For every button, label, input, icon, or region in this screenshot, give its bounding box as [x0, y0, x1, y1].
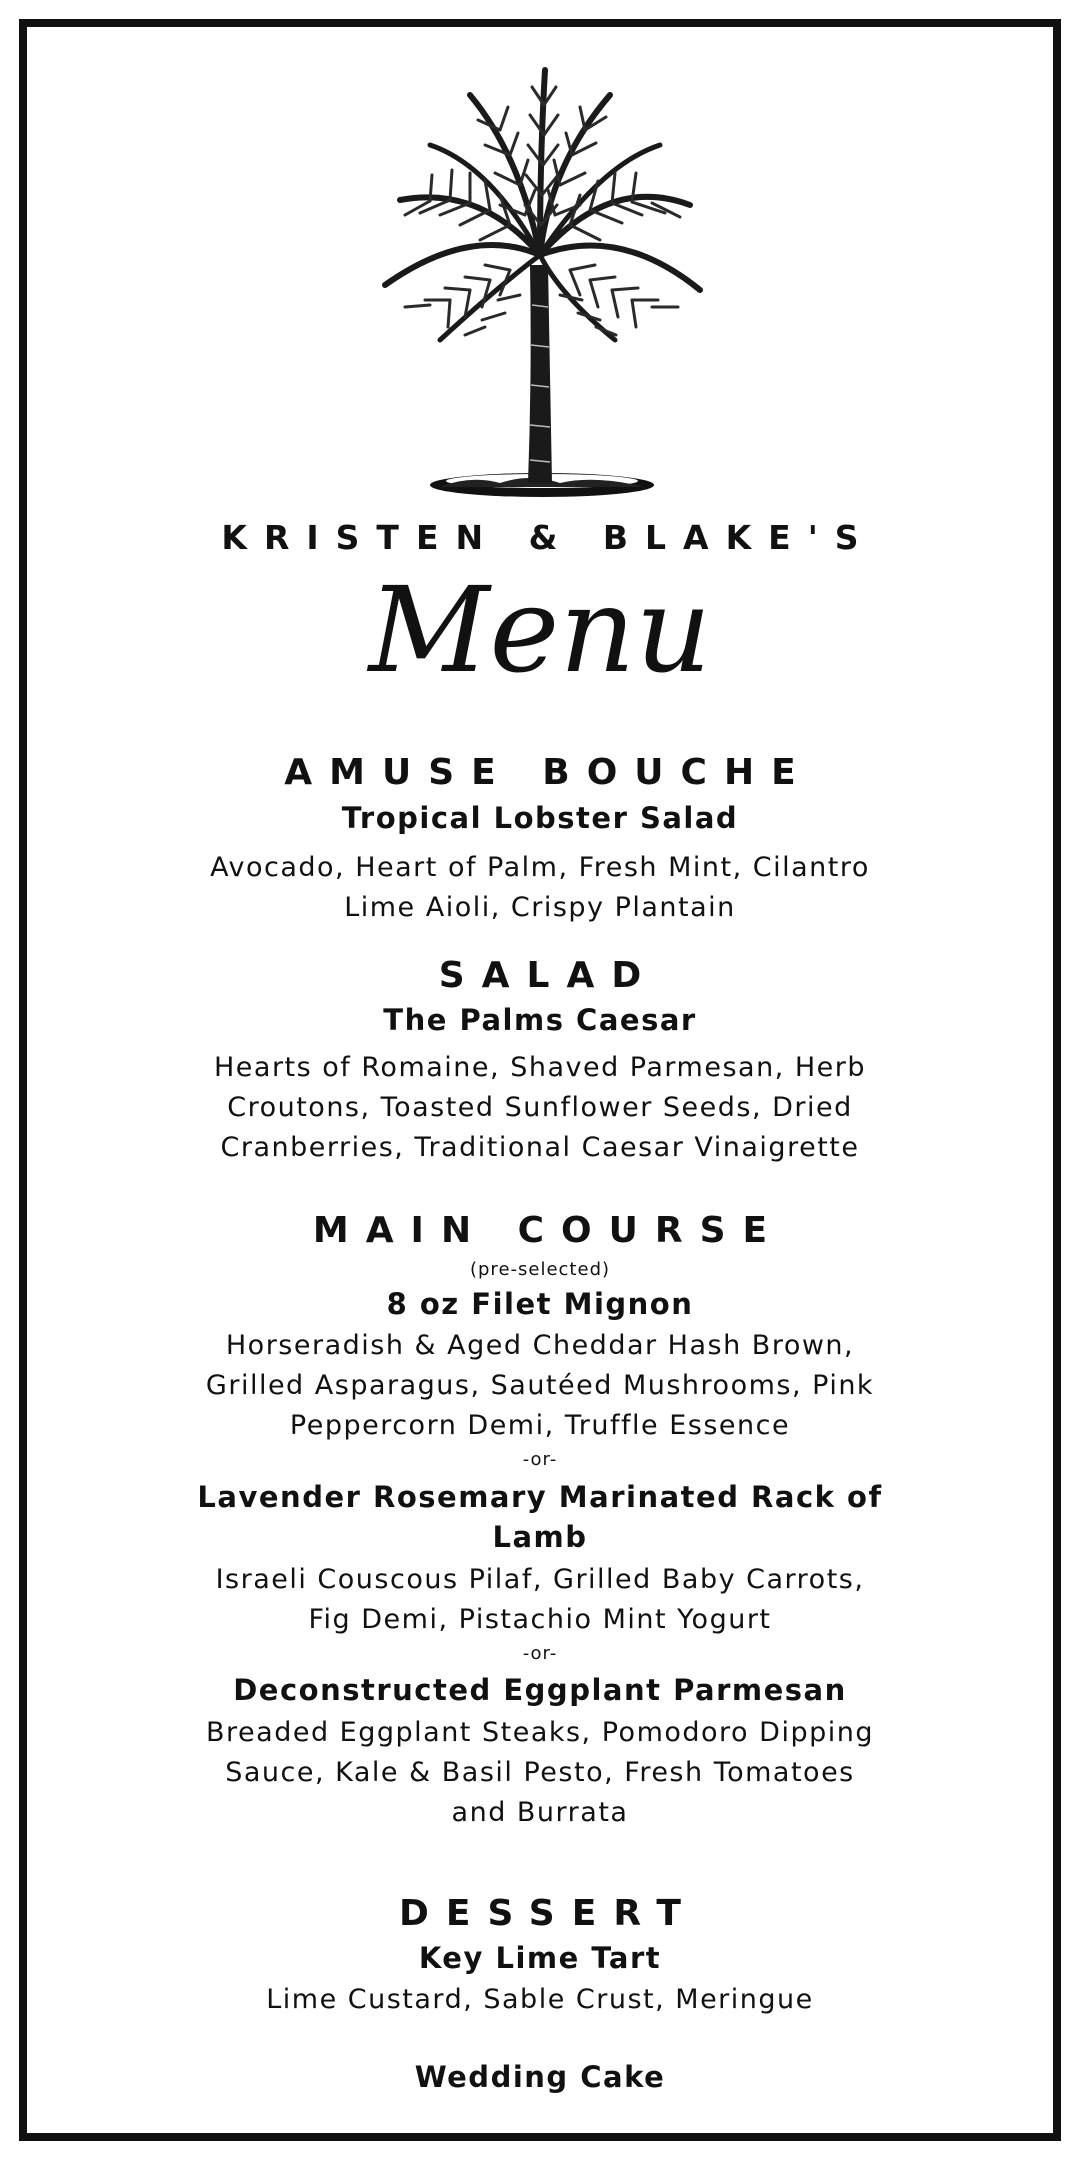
or-separator: -or- [522, 1643, 558, 1664]
filet-desc: Horseradish & Aged Cheddar Hash Brown, [225, 1330, 855, 1361]
palm-tree-icon [360, 55, 720, 505]
eggplant-desc: Breaded Eggplant Steaks, Pomodoro Dipping [206, 1717, 874, 1748]
key-lime-desc: Lime Custard, Sable Crust, Meringue [266, 1984, 814, 2015]
menu-title: Menu [368, 561, 712, 699]
eggplant-dish: Deconstructed Eggplant Parmesan [233, 1673, 847, 1707]
amuse-bouche-desc: Lime Aioli, Crispy Plantain [344, 892, 736, 923]
dessert-heading: DESSERT [399, 1893, 698, 1934]
salad-desc: Croutons, Toasted Sunflower Seeds, Dried [227, 1092, 853, 1123]
key-lime-dish: Key Lime Tart [418, 1941, 662, 1975]
filet-dish: 8 oz Filet Mignon [386, 1287, 694, 1321]
amuse-bouche-desc: Avocado, Heart of Palm, Fresh Mint, Cilantro [210, 852, 870, 883]
filet-desc: Peppercorn Demi, Truffle Essence [289, 1410, 791, 1441]
eggplant-desc: Sauce, Kale & Basil Pesto, Fresh Tomatoes [225, 1757, 855, 1788]
couple-names: KRISTEN & BLAKE'S [221, 518, 876, 557]
eggplant-desc: and Burrata [451, 1797, 629, 1828]
salad-dish: The Palms Caesar [383, 1003, 697, 1037]
filet-desc: Grilled Asparagus, Sautéed Mushrooms, Pink [205, 1370, 875, 1401]
or-separator: -or- [522, 1449, 558, 1470]
lamb-dish: Lamb [492, 1520, 588, 1554]
wedding-cake: Wedding Cake [414, 2060, 666, 2094]
salad-desc: Cranberries, Traditional Caesar Vinaigrette [220, 1132, 860, 1163]
amuse-bouche-dish: Tropical Lobster Salad [341, 801, 739, 835]
lamb-dish: Lavender Rosemary Marinated Rack of [197, 1480, 883, 1514]
amuse-bouche-heading: AMUSE BOUCHE [284, 752, 813, 793]
lamb-desc: Fig Demi, Pistachio Mint Yogurt [308, 1604, 772, 1635]
lamb-desc: Israeli Couscous Pilaf, Grilled Baby Carrots, [215, 1564, 865, 1595]
salad-heading: SALAD [438, 955, 659, 996]
main-course-note: (pre-selected) [469, 1259, 611, 1280]
salad-desc: Hearts of Romaine, Shaved Parmesan, Herb [213, 1052, 866, 1083]
main-course-heading: MAIN COURSE [312, 1210, 785, 1251]
